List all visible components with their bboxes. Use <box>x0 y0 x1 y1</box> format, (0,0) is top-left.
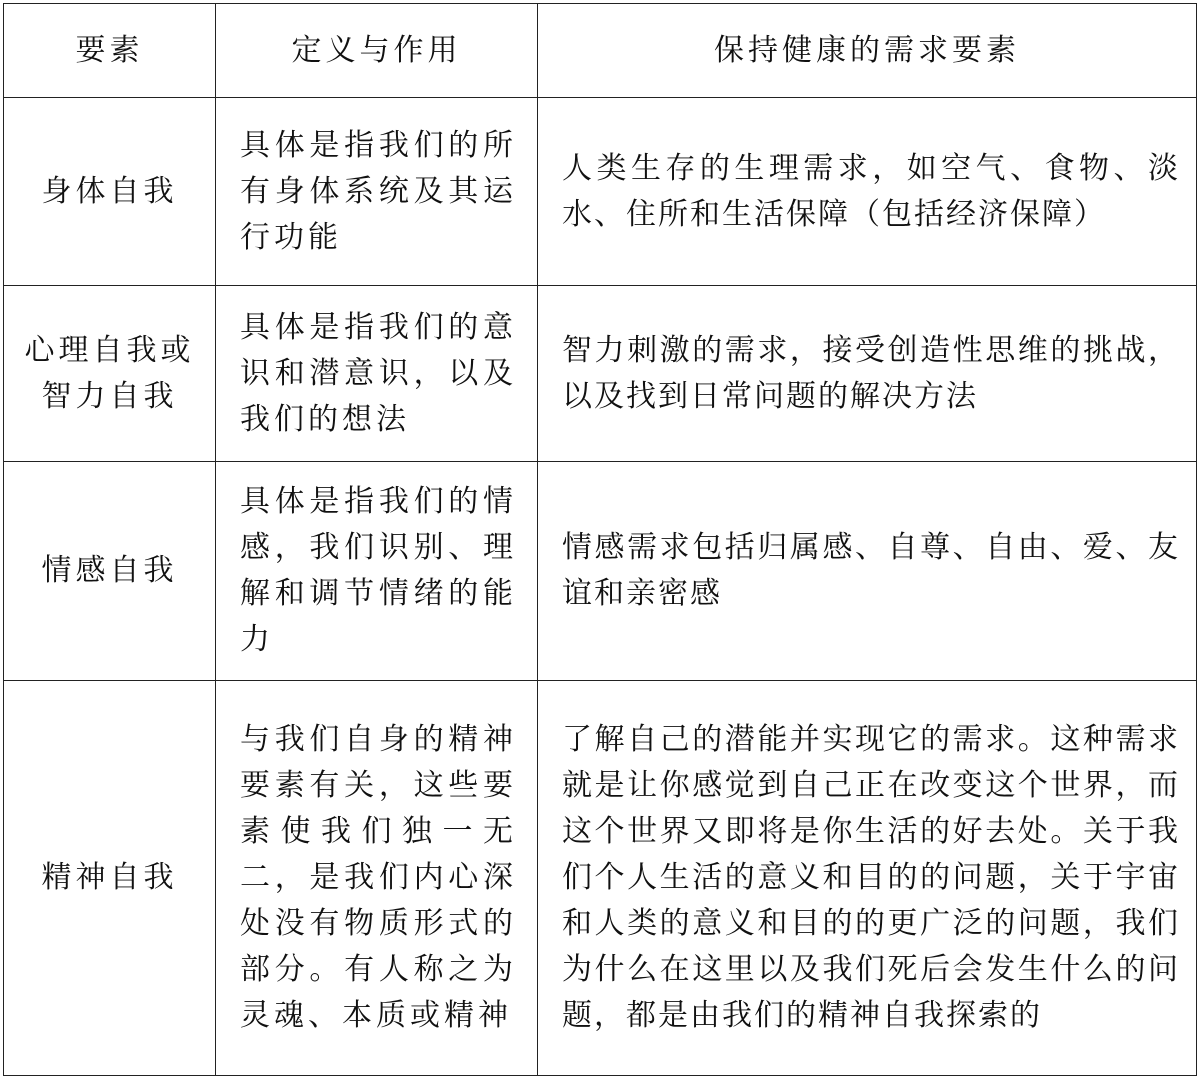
element-cell: 身体自我 <box>4 98 216 286</box>
element-cell: 情感自我 <box>4 462 216 681</box>
header-row <box>4 4 1197 98</box>
table-row <box>4 462 1197 681</box>
element-cell: 心理自我或智力自我 <box>4 286 216 462</box>
needs-cell: 情感需求包括归属感、自尊、自由、爱、友谊和亲密感 <box>538 462 1197 681</box>
table-row <box>4 98 1197 286</box>
wellness-elements-table <box>3 3 1197 1076</box>
definition-cell: 与我们自身的精神要素有关，这些要素使我们独一无二，是我们内心深处没有物质形式的部分。有人称之为灵魂、本质或精神 <box>216 681 538 1076</box>
header-element: 要素 <box>4 4 216 98</box>
needs-cell: 智力刺激的需求，接受创造性思维的挑战，以及找到日常问题的解决方法 <box>538 286 1197 462</box>
needs-cell: 人类生存的生理需求，如空气、食物、淡水、住所和生活保障（包括经济保障） <box>538 98 1197 286</box>
needs-cell: 了解自己的潜能并实现它的需求。这种需求就是让你感觉到自己正在改变这个世界，而这个世界又即将是你生活的好去处。关于我们个人生活的意义和目的的问题，关于宇宙和人类的意义和目的的更广泛的问题，我们为什么在这里以及我们死后会发生什么的问题，都是由我们的精神自我探索的 <box>538 681 1197 1076</box>
header-definition: 定义与作用 <box>216 4 538 98</box>
table-row <box>4 681 1197 1076</box>
element-cell: 精神自我 <box>4 681 216 1076</box>
header-needs: 保持健康的需求要素 <box>538 4 1197 98</box>
definition-cell: 具体是指我们的所有身体系统及其运行功能 <box>216 98 538 286</box>
definition-cell: 具体是指我们的情感，我们识别、理解和调节情绪的能力 <box>216 462 538 681</box>
table-row <box>4 286 1197 462</box>
definition-cell: 具体是指我们的意识和潜意识，以及我们的想法 <box>216 286 538 462</box>
